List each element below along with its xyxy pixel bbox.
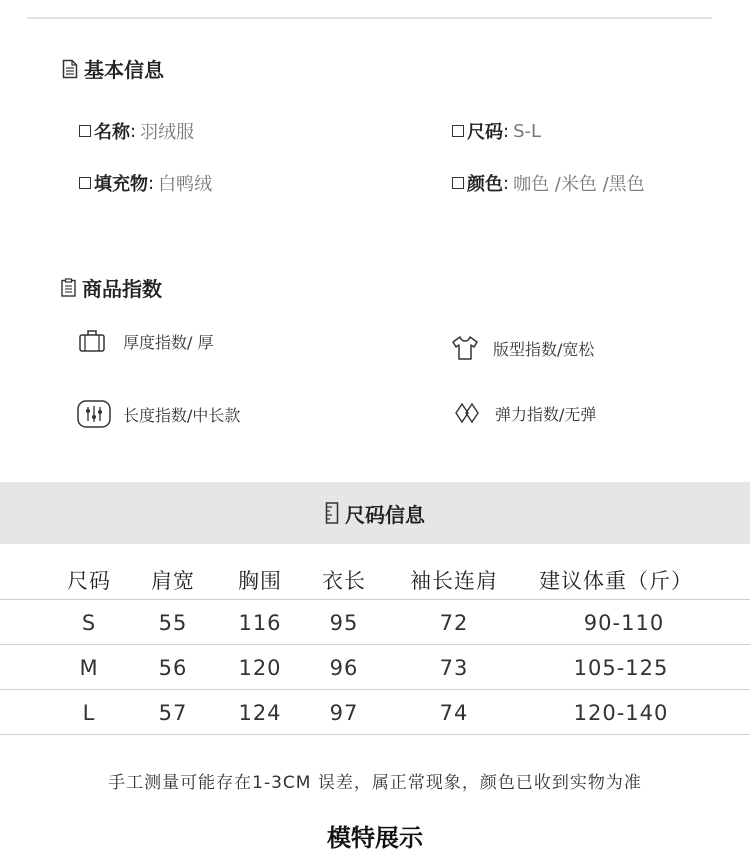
table-row xyxy=(0,645,750,690)
attr-value: 咖色 /米色 /黑色 xyxy=(513,174,645,195)
measurement-note: 手工测量可能存在1-3CM 误差，属正常现象，颜色已收到实物为准 xyxy=(108,773,642,793)
size-info-title: 尺码信息 xyxy=(325,499,425,528)
table-cell: 57 xyxy=(158,700,188,725)
table-header-cell: 尺码 xyxy=(67,569,111,593)
table-cell: 72 xyxy=(439,610,469,635)
table-cell: 55 xyxy=(158,610,188,635)
product-index-title: 商品指数 xyxy=(61,273,162,302)
table-header-row xyxy=(0,560,750,600)
model-section-title: 模特展示 xyxy=(327,824,423,852)
size-info-band xyxy=(0,482,750,544)
table-cell: 116 xyxy=(238,610,282,635)
attr-value: S-L xyxy=(513,120,542,142)
checkbox-icon xyxy=(79,125,91,137)
table-cell: L xyxy=(82,700,96,725)
length-gauge-icon xyxy=(77,400,111,428)
diamond-stretch-icon xyxy=(453,401,481,425)
index-label: 厚度指数/ 厚 xyxy=(123,332,214,352)
index-label: 弹力指数/无弹 xyxy=(495,404,597,424)
table-cell: 105-125 xyxy=(573,655,669,680)
size-table xyxy=(0,560,750,735)
index-label: 长度指数/中长款 xyxy=(123,405,241,425)
table-cell: S xyxy=(81,610,97,635)
table-cell: 90-110 xyxy=(583,610,665,635)
index-thickness xyxy=(79,329,213,353)
attr-size: 尺码 : S-L xyxy=(452,118,541,144)
attr-key: 名称 xyxy=(94,122,130,143)
table-header-cell: 胸围 xyxy=(238,569,282,593)
index-length xyxy=(77,400,240,428)
attr-filling: 填充物 : 白鸭绒 xyxy=(79,170,212,196)
ruler-icon xyxy=(325,502,339,524)
table-cell: 95 xyxy=(329,610,359,635)
index-fit xyxy=(451,335,594,361)
attr-value: 白鸭绒 xyxy=(158,174,213,195)
top-divider xyxy=(27,17,712,19)
basic-info-title: 基本信息 xyxy=(62,54,164,83)
clipboard-icon xyxy=(61,278,76,297)
table-cell: 120-140 xyxy=(573,700,669,725)
attr-key: 尺码 xyxy=(467,122,503,143)
table-header-cell: 衣长 xyxy=(322,569,366,593)
attr-key: 颜色 xyxy=(467,174,503,195)
table-cell: 73 xyxy=(439,655,469,680)
table-row xyxy=(0,690,750,735)
attr-name: 名称 : 羽绒服 xyxy=(79,118,194,144)
checkbox-icon xyxy=(452,177,464,189)
checkbox-icon xyxy=(452,125,464,137)
table-cell: 56 xyxy=(158,655,188,680)
table-row xyxy=(0,600,750,645)
attr-key: 填充物 xyxy=(94,174,148,195)
table-cell: 96 xyxy=(329,655,359,680)
attr-color: 颜色 : 咖色 /米色 /黑色 xyxy=(452,170,645,196)
table-header-cell: 建议体重（斤） xyxy=(539,569,693,593)
briefcase-icon xyxy=(79,329,105,353)
table-cell: 74 xyxy=(439,700,469,725)
checkbox-icon xyxy=(79,177,91,189)
tshirt-icon xyxy=(451,335,479,361)
table-cell: M xyxy=(79,655,99,680)
attr-value: 羽绒服 xyxy=(140,122,195,143)
index-elasticity xyxy=(453,401,596,425)
table-cell: 120 xyxy=(238,655,282,680)
table-header-cell: 袖长连肩 xyxy=(410,569,498,593)
index-label: 版型指数/宽松 xyxy=(493,339,595,359)
document-icon xyxy=(62,59,78,79)
table-cell: 124 xyxy=(238,700,282,725)
table-cell: 97 xyxy=(329,700,359,725)
table-header-cell: 肩宽 xyxy=(151,569,195,593)
